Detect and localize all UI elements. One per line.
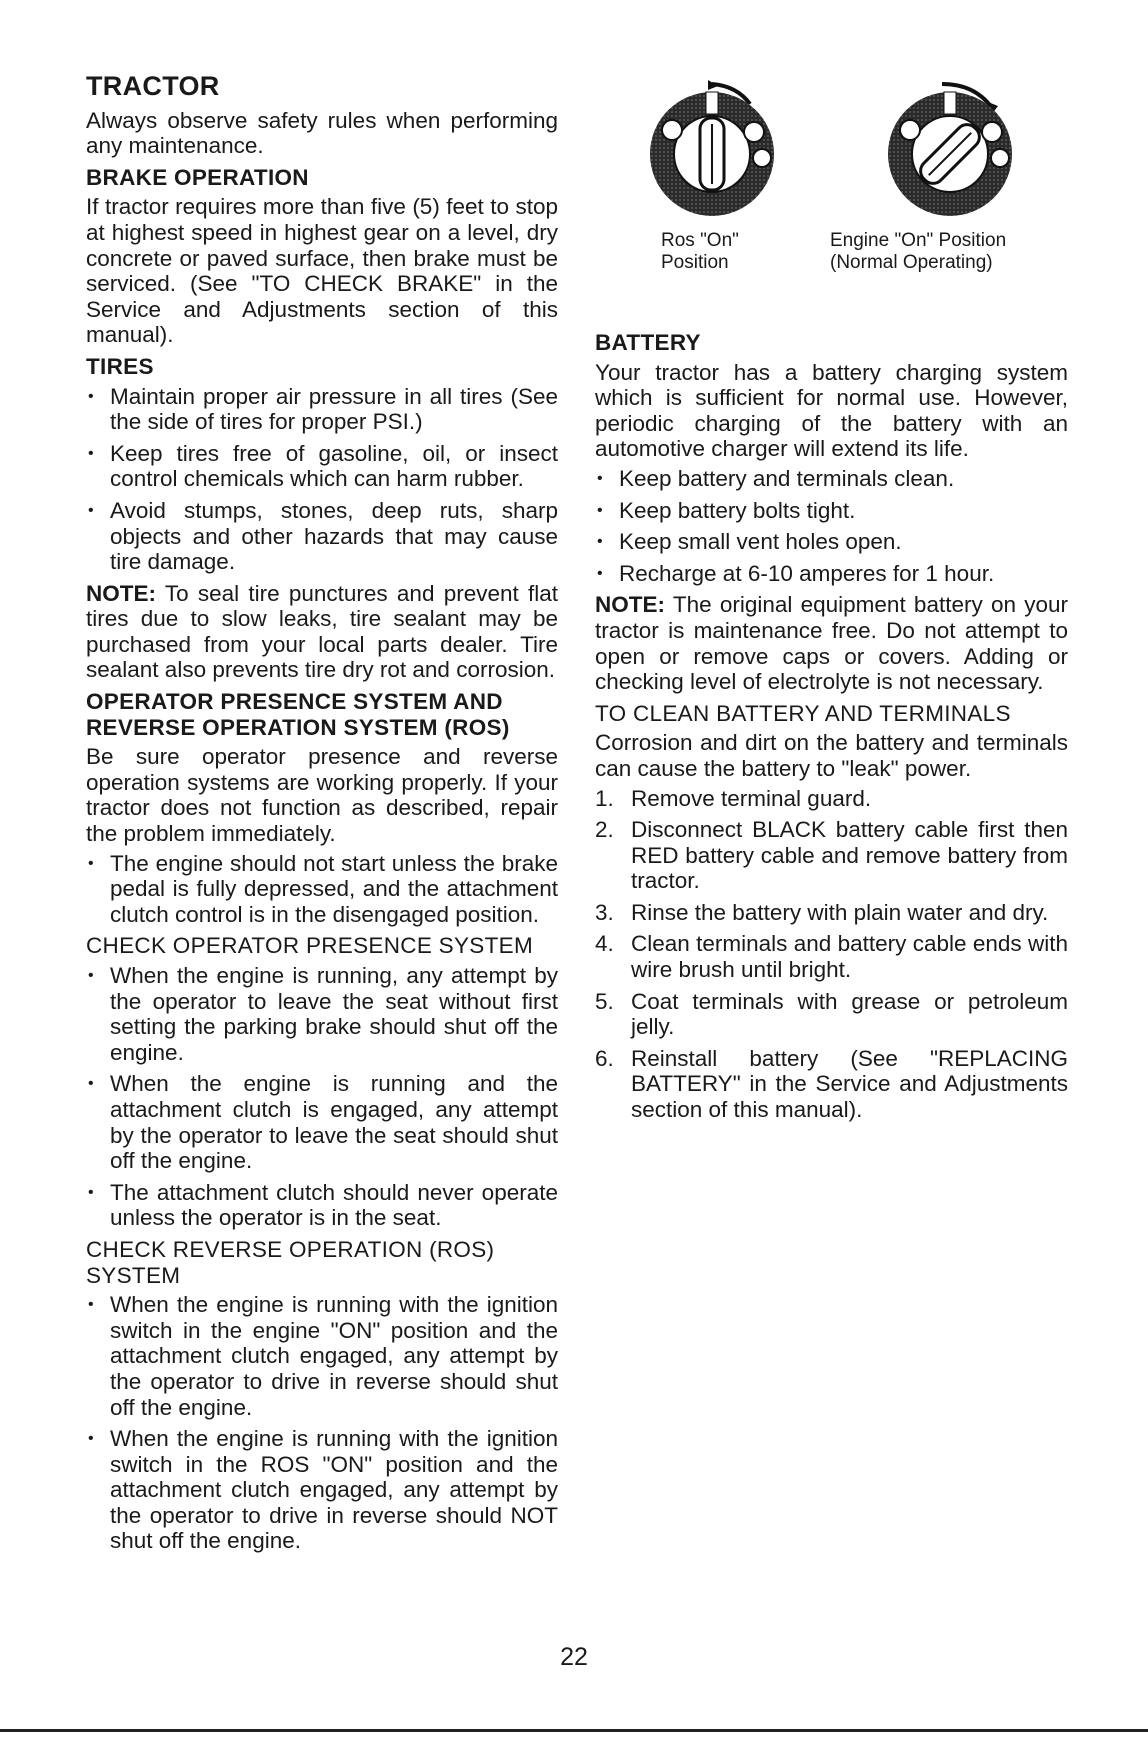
- list-item: • When the engine is running and the attachment clutch is engaged, any attempt by the operator to leave the seat should shut off the engine.: [86, 1071, 558, 1173]
- step-text: Rinse the battery with plain water and dry.: [631, 899, 1049, 925]
- note-text: To seal tire punctures and prevent flat tires due to slow leaks, tire sealant may be purchased from your local parts dealer. Tire sealant also prevents tire dry rot and corrosion.: [86, 580, 558, 683]
- step-number: 4.: [595, 931, 614, 957]
- ignition-switch-ros-figure: [642, 78, 792, 224]
- list-item: • When the engine is running with the ignition switch in the engine "ON" position and the attachment clutch engaged, any attempt by the operator to drive in reverse should shut off the engine.: [86, 1292, 558, 1420]
- step-text: Remove terminal guard.: [631, 785, 872, 811]
- tires-note: [86, 581, 558, 683]
- note-text: The original equipment battery on your tractor is maintenance free. Do not attempt to open or remove caps or covers. Adding or checking level of electrolyte is not necessary.: [595, 592, 1068, 695]
- left-column: [86, 71, 558, 1560]
- ignition-switch-engine-on-icon: [880, 78, 1030, 218]
- step-number: 5.: [595, 988, 614, 1014]
- clean-text: Corrosion and dirt on the battery and terminals can cause the battery to "leak" power.: [595, 730, 1068, 781]
- caption-line: Position: [661, 252, 729, 273]
- step-text: Reinstall battery (See "REPLACING BATTERY" in the Service and Adjustments section of this manual).: [631, 1045, 1068, 1123]
- step-number: 2.: [595, 817, 614, 843]
- operator-list: [86, 851, 558, 928]
- page-number: 22: [560, 1643, 588, 1671]
- note-label: NOTE:: [86, 580, 156, 606]
- ignition-figures: [595, 78, 1068, 273]
- bottom-rule: [0, 1729, 1148, 1732]
- step-text: Coat terminals with grease or petroleum jelly.: [631, 988, 1068, 1040]
- list-item: [595, 900, 1068, 926]
- ignition-switch-engine-on-figure: [880, 78, 1030, 224]
- list-item: [595, 989, 1068, 1040]
- list-item: • Keep tires free of gasoline, oil, or insect control chemicals which can harm rubber.: [86, 441, 558, 492]
- list-item: • Recharge at 6-10 amperes for 1 hour.: [595, 561, 1068, 587]
- list-item: • When the engine is running with the ignition switch in the ROS "ON" position and the attachment clutch engaged, any attempt by the operator to drive in reverse should NOT shut off the engine.: [86, 1426, 558, 1554]
- list-item: [595, 931, 1068, 982]
- step-number: 6.: [595, 1045, 614, 1071]
- tires-list: [86, 384, 558, 575]
- battery-text: Your tractor has a battery charging system which is sufficient for normal use. However, periodic charging of the battery with an automotive charger will extend its life.: [595, 359, 1068, 462]
- figure-caption-engine-on: [830, 230, 1070, 274]
- caption-line: (Normal Operating): [830, 252, 993, 273]
- section-title: TRACTOR: [86, 71, 220, 101]
- operator-heading: OPERATOR PRESENCE SYSTEM AND REVERSE OPERATION SYSTEM (ROS): [86, 689, 510, 740]
- caption-line: Ros "On": [661, 230, 739, 251]
- intro-text: Always observe safety rules when performing any maintenance.: [86, 107, 558, 159]
- ignition-switch-ros-icon: [642, 78, 792, 218]
- list-item: • Avoid stumps, stones, deep ruts, sharp objects and other hazards that may cause tire damage.: [86, 498, 558, 575]
- caption-line: Engine "On" Position: [830, 230, 1007, 251]
- list-item: • Keep battery and terminals clean.: [595, 466, 1068, 492]
- clean-steps: [595, 786, 1068, 1123]
- note-label: NOTE:: [595, 592, 665, 618]
- step-text: Disconnect BLACK battery cable first then RED battery cable and remove battery from tractor.: [631, 817, 1068, 894]
- list-item: [595, 817, 1068, 894]
- check-ros-heading: CHECK REVERSE OPERATION (ROS) SYSTEM: [86, 1236, 495, 1288]
- check-presence-list: [86, 963, 558, 1231]
- list-item: [595, 1046, 1068, 1123]
- tires-heading: TIRES: [86, 353, 154, 379]
- battery-list: [595, 466, 1068, 586]
- list-item: • When the engine is running, any attempt by the operator to leave the seat without first setting the parking brake should shut off the engine.: [86, 963, 558, 1065]
- step-number: 1.: [595, 785, 614, 811]
- brake-heading: BRAKE OPERATION: [86, 164, 309, 190]
- step-number: 3.: [595, 899, 614, 925]
- list-item: • Maintain proper air pressure in all tires (See the side of tires for proper PSI.): [86, 384, 558, 435]
- check-presence-heading: CHECK OPERATOR PRESENCE SYSTEM: [86, 933, 534, 959]
- clean-heading: TO CLEAN BATTERY AND TERMINALS: [595, 700, 1011, 726]
- list-item: • Keep small vent holes open.: [595, 529, 1068, 555]
- list-item: • Keep battery bolts tight.: [595, 498, 1068, 524]
- step-text: Clean terminals and battery cable ends with wire brush until bright.: [631, 931, 1068, 983]
- list-item: • The engine should not start unless the brake pedal is fully depressed, and the attachment clutch control is in the disengaged position.: [86, 851, 558, 928]
- battery-note: [595, 592, 1068, 694]
- list-item: [595, 786, 1068, 812]
- list-item: • The attachment clutch should never operate unless the operator is in the seat.: [86, 1180, 558, 1231]
- brake-text: If tractor requires more than five (5) feet to stop at highest speed in highest gear on a level, dry concrete or paved surface, then brake must be serviced. (See "TO CHECK BRAKE" in the Service and Adjustments section of this manual).: [86, 194, 558, 348]
- right-column: [595, 78, 1068, 1129]
- operator-text: Be sure operator presence and reverse operation systems are working properly. If your tractor does not function as described, repair the problem immediately.: [86, 744, 558, 847]
- figure-caption-ros: [661, 230, 811, 274]
- battery-heading: BATTERY: [595, 330, 701, 355]
- check-ros-list: [86, 1292, 558, 1554]
